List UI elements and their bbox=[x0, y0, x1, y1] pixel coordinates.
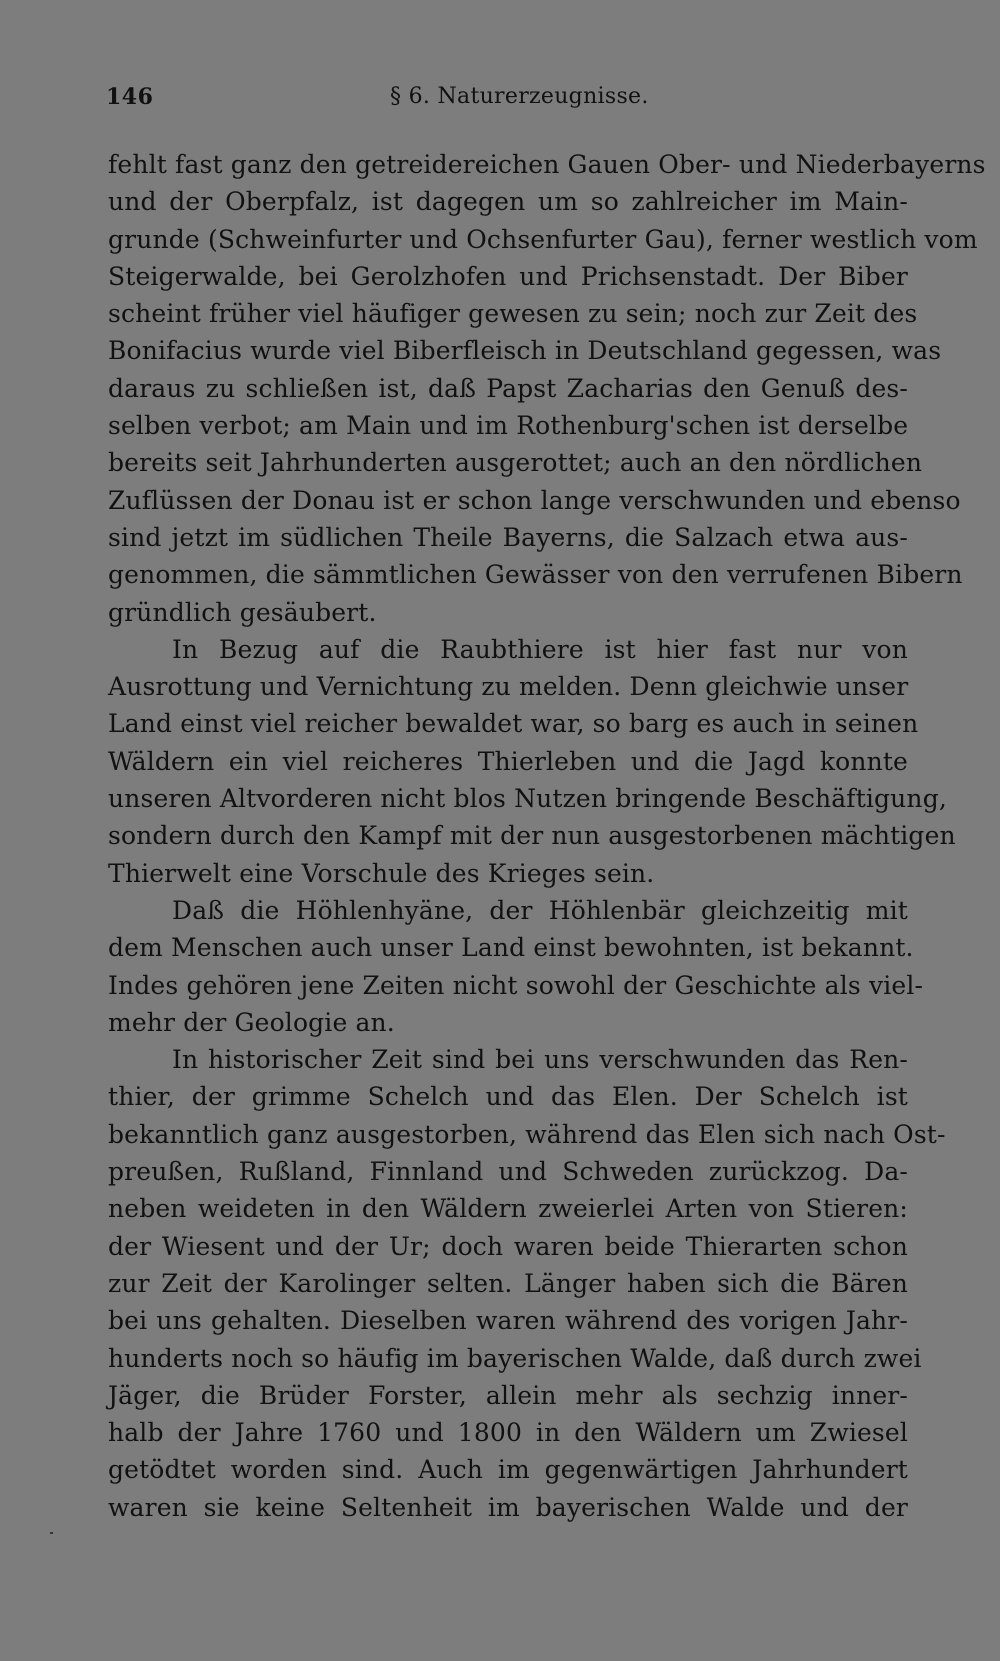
text-line: unseren Altvorderen nicht blos Nutzen bringende Beschäftigung, bbox=[108, 784, 947, 814]
text-line: In historischer Zeit sind bei uns verschwunden das Ren- bbox=[172, 1045, 908, 1075]
text-line: hunderts noch so häufig im bayerischen Walde, daß durch zwei bbox=[108, 1343, 922, 1373]
running-head: § 6. Naturerzeugnisse. bbox=[390, 84, 649, 109]
text-line: dem Menschen auch unser Land einst bewohnten, ist bekannt. bbox=[108, 933, 914, 963]
text-line: In Bezug auf die Raubthiere ist hier fast nur von bbox=[172, 634, 908, 664]
text-line: gründlich gesäubert. bbox=[108, 597, 377, 627]
text-line: Bonifacius wurde viel Biberfleisch in Deutschland gegessen, was bbox=[108, 336, 942, 366]
text-line: scheint früher viel häufiger gewesen zu sein; noch zur Zeit des bbox=[108, 299, 918, 329]
text-line: daraus zu schließen ist, daß Papst Zacharias den Genuß des- bbox=[108, 373, 908, 403]
text-line: bekanntlich ganz ausgestorben, während das Elen sich nach Ost- bbox=[108, 1119, 946, 1149]
page-speck bbox=[50, 1532, 53, 1534]
text-line: grunde (Schweinfurter und Ochsenfurter Gau), ferner westlich vom bbox=[108, 224, 978, 254]
text-line: und der Oberpfalz, ist dagegen um so zahlreicher im Main- bbox=[108, 187, 908, 217]
text-line: Wäldern ein viel reicheres Thierleben und die Jagd konnte bbox=[108, 746, 908, 776]
page-header bbox=[106, 84, 906, 118]
text-line: getödtet worden sind. Auch im gegenwärtigen Jahrhundert bbox=[108, 1455, 908, 1485]
text-line: selben verbot; am Main und im Rothenburg'schen ist derselbe bbox=[108, 411, 909, 441]
text-line: bei uns gehalten. Dieselben waren während des vorigen Jahr- bbox=[108, 1306, 908, 1336]
text-line: mehr der Geologie an. bbox=[108, 1007, 395, 1037]
text-line: preußen, Rußland, Finnland und Schweden zurückzog. Da- bbox=[108, 1157, 908, 1187]
text-line: Jäger, die Brüder Forster, allein mehr als sechzig inner- bbox=[108, 1380, 908, 1410]
text-line: Land einst viel reicher bewaldet war, so barg es auch in seinen bbox=[108, 709, 919, 739]
text-line: genommen, die sämmtlichen Gewässer von den verrufenen Bibern bbox=[108, 560, 963, 590]
text-line: Ausrottung und Vernichtung zu melden. Denn gleichwie unser bbox=[108, 672, 909, 702]
text-line: neben weideten in den Wäldern zweierlei Arten von Stieren: bbox=[108, 1194, 908, 1224]
text-line: fehlt fast ganz den getreidereichen Gauen Ober- und Niederbayerns bbox=[108, 150, 986, 179]
text-line: thier, der grimme Schelch und das Elen. Der Schelch ist bbox=[108, 1082, 908, 1112]
text-line: zur Zeit der Karolinger selten. Länger haben sich die Bären bbox=[108, 1268, 908, 1298]
text-line: waren sie keine Seltenheit im bayerischen Walde und der bbox=[108, 1492, 908, 1522]
text-line: bereits seit Jahrhunderten ausgerottet; auch an den nördlichen bbox=[108, 448, 923, 478]
page-number: 146 bbox=[106, 84, 154, 110]
body-text bbox=[108, 146, 986, 1526]
text-line: sind jetzt im südlichen Theile Bayerns, die Salzach etwa aus- bbox=[108, 522, 908, 552]
text-line: Daß die Höhlenhyäne, der Höhlenbär gleichzeitig mit bbox=[172, 895, 908, 925]
text-line: sondern durch den Kampf mit der nun ausgestorbenen mächtigen bbox=[108, 821, 956, 851]
text-line: Indes gehören jene Zeiten nicht sowohl der Geschichte als viel- bbox=[108, 970, 924, 1000]
text-line: Thierwelt eine Vorschule des Krieges sein. bbox=[108, 858, 655, 888]
text-line: Zuflüssen der Donau ist er schon lange verschwunden und ebenso bbox=[108, 485, 961, 515]
text-line: der Wiesent und der Ur; doch waren beide Thierarten schon bbox=[108, 1231, 908, 1261]
text-line: halb der Jahre 1760 und 1800 in den Wäldern um Zwiesel bbox=[108, 1418, 908, 1448]
text-line: Steigerwalde, bei Gerolzhofen und Prichsenstadt. Der Biber bbox=[108, 261, 908, 291]
